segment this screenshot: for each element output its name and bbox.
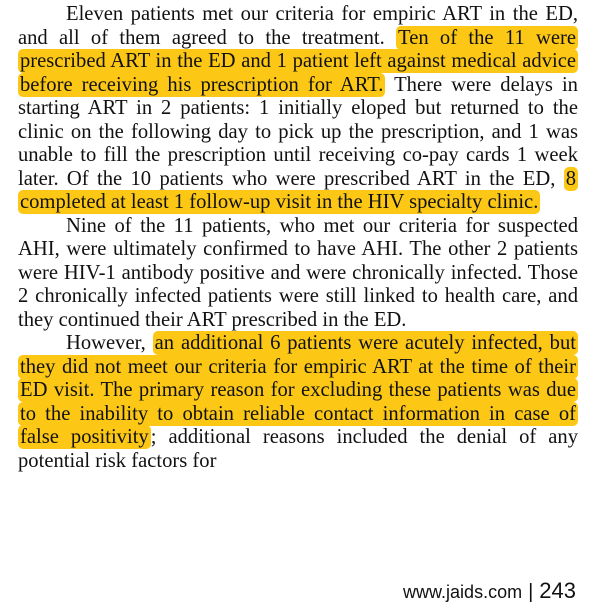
paragraph [18, 332, 578, 473]
highlighted-text: 8 completed at least 1 follow-up visit in the HIV specialty clinic. [20, 167, 576, 213]
text-segment: Eleven patients met our criteria for empiric ART in the ED, and all of them agreed to the treatment. [18, 3, 578, 49]
highlighted-text: an additional 6 patients were acutely infected, but they did not meet our criteria for empiric ART at the time of their ED visit. The primary reason for excluding these patients was due to the inability to obtain reliable contact information in case of false positivity [20, 332, 576, 448]
paragraph [18, 3, 578, 215]
journal-url[interactable]: www.jaids.com [403, 582, 523, 602]
text-segment: There were delays in starting ART in 2 patients: 1 initially eloped but returned to the clinic on the following day to pick up the prescription, and 1 was unable to fill the prescription until receiving co-pay cards 1 week later. Of the 10 patients who were prescribed ART in the ED, [18, 73, 578, 190]
highlighted-text: Ten of the 11 were prescribed ART in the ED and 1 patient left against medical advice before receiving his prescription for ART. [20, 26, 576, 96]
page-number: 243 [539, 578, 576, 603]
text-segment: ; additional reasons included the denial of any potential risk factors for [18, 426, 578, 472]
text-segment: Nine of the 11 patients, who met our criteria for suspected AHI, were ultimately confirmed to have AHI. The other 2 patients were HIV-1 antibody positive and were chronically infected. Those 2 chronically infected patients were still linked to health care, and they continued their ART prescribed in the ED. [18, 214, 578, 331]
page-footer [403, 578, 576, 604]
paragraph [18, 215, 578, 333]
body-text [18, 3, 578, 473]
text-segment: However, [66, 332, 153, 354]
footer-separator: | [528, 581, 534, 603]
